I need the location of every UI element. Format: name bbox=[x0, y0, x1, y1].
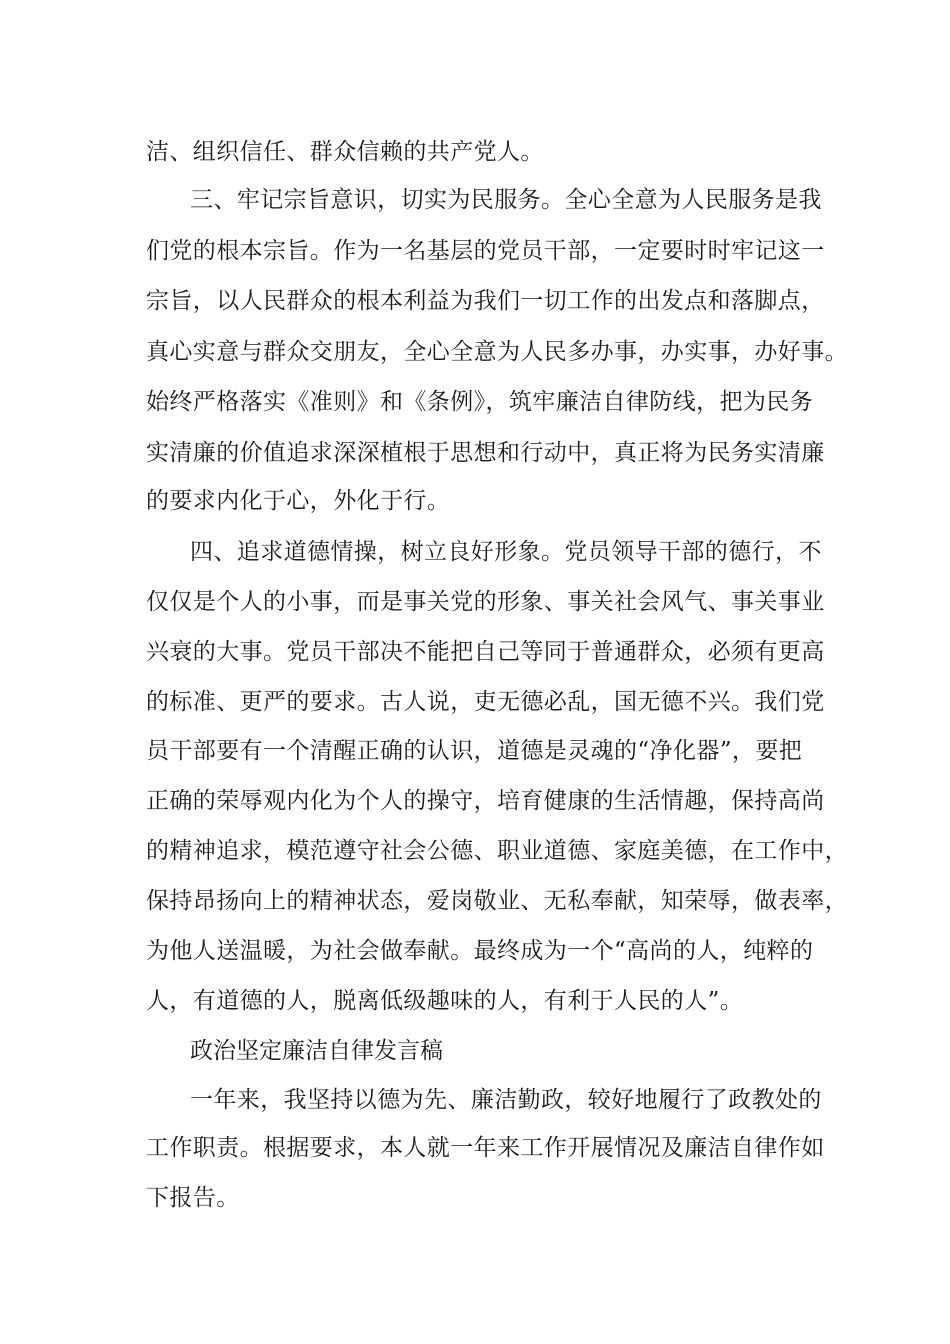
text-line: 洁、组织信任、群众信赖的共产党人。 bbox=[146, 139, 544, 165]
text-line: 为他人送温暖，为社会做奉献。最终成为一个“高尚的人，纯粹的 bbox=[146, 938, 814, 964]
text-line: 们党的根本宗旨。作为一名基层的党员干部，一定要时时牢记这一 bbox=[146, 238, 825, 264]
text-line: 的精神追求，模范遵守社会公德、职业道德、家庭美德，在工作中， bbox=[146, 838, 848, 864]
text-line: 员干部要有一个清醒正确的认识，道德是灵魂的“净化器”，要把 bbox=[146, 738, 803, 764]
text-line: 仅仅是个人的小事，而是事关党的形象、事关社会风气、事关事业 bbox=[146, 589, 825, 615]
text-line: 的要求内化于心，外化于行。 bbox=[146, 488, 451, 514]
text-line: 的标准、更严的要求。古人说，吏无德必乱，国无德不兴。我们党 bbox=[146, 689, 825, 715]
text-line: 兴衰的大事。党员干部决不能把自己等同于普通群众，必须有更高 bbox=[146, 639, 825, 665]
text-line: 下报告。 bbox=[146, 1185, 240, 1211]
text-line: 工作职责。根据要求，本人就一年来工作开展情况及廉洁自律作如 bbox=[146, 1135, 825, 1161]
text-line: 实清廉的价值追求深深植根于思想和行动中，真正将为民务实清廉 bbox=[146, 440, 825, 466]
text-line: 宗旨，以人民群众的根本利益为我们一切工作的出发点和落脚点， bbox=[146, 288, 825, 314]
paragraph-start-line: 四、追求道德情操，树立良好形象。党员领导干部的德行，不 bbox=[190, 539, 822, 565]
text-line: 保持昂扬向上的精神状态，爱岗敬业、无私奉献，知荣辱，做表率， bbox=[146, 888, 848, 914]
text-line: 人，有道德的人，脱离低级趣味的人，有利于人民的人”。 bbox=[146, 988, 744, 1014]
section-heading: 政治坚定廉洁自律发言稿 bbox=[190, 1038, 443, 1064]
text-line: 真心实意与群众交朋友，全心全意为人民多办事，办实事，办好事。 bbox=[146, 339, 848, 365]
paragraph-start-line: 三、牢记宗旨意识，切实为民服务。全心全意为人民服务是我 bbox=[190, 187, 822, 213]
paragraph-start-line: 一年来，我坚持以德为先、廉洁勤政，较好地履行了政教处的 bbox=[190, 1087, 822, 1113]
text-line: 始终严格落实《准则》和《条例》，筑牢廉洁自律防线，把为民务 bbox=[146, 389, 814, 415]
text-line: 正确的荣辱观内化为个人的操守，培育健康的生活情趣，保持高尚 bbox=[146, 788, 825, 814]
